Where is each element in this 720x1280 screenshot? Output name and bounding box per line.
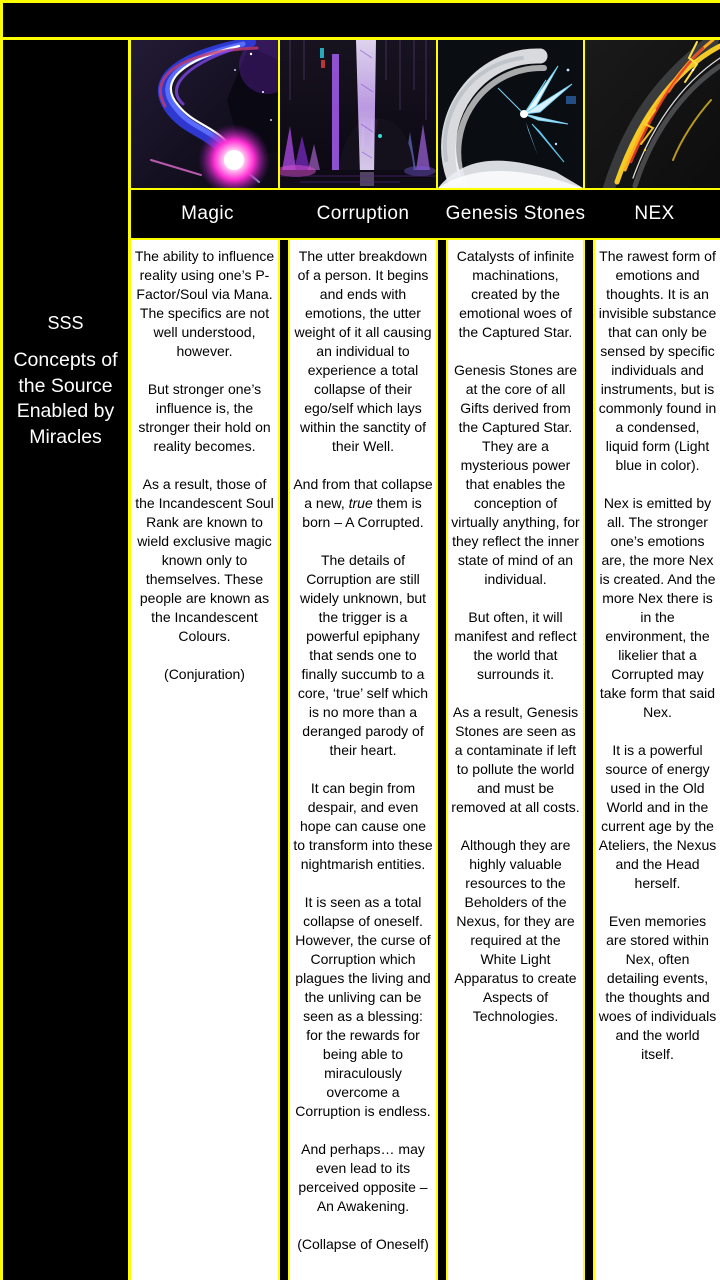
paragraph: And from that collapse a new, true them is born – A Corrupted.	[293, 476, 433, 530]
artwork-separator	[583, 40, 585, 188]
top-bar	[3, 3, 720, 37]
cell-border	[278, 240, 280, 1280]
paragraph: The utter breakdown of a person. It begins and ends with emotions, the utter weight of it all causing an individual to experience a total collapse of their ego/self which lays within the sanctity of their Well.	[294, 248, 432, 454]
sidebar-rank-label: SSS	[47, 313, 84, 333]
paragraph: As a result, those of the Incandescent Soul Rank are known to wield exclusive magic known only to themselves. These people are known as the Incandescent Colours.	[135, 476, 274, 644]
paragraph: Even memories are stored within Nex, often detailing events, the thoughts and woes of individuals and the world itself.	[598, 913, 717, 1062]
artwork-separator	[436, 40, 438, 188]
column-header-corruption: Corruption	[316, 203, 410, 224]
column-header-magic: Magic	[181, 203, 234, 224]
paragraph: It is a powerful source of energy used in the Old World and in the current age by the Ateliers, the Nexus and the Head herself.	[598, 742, 717, 891]
paragraph: As a result, Genesis Stones are seen as a contaminate if left to pollute the world and must be removed at all costs.	[451, 704, 580, 815]
magic-description-cell	[131, 240, 278, 1280]
cell-border	[436, 240, 438, 1280]
cell-border	[593, 240, 595, 1280]
paragraph: But stronger one’s influence is, the stronger their hold on reality becomes.	[138, 381, 271, 454]
paragraph: The rawest form of emotions and thoughts. It is an invisible substance that can only be sensed by specific individuals and instruments, but is commonly found in a condensed, liquid form (Light blue in color).	[598, 248, 717, 473]
genesis-stones-description-cell	[448, 240, 583, 1280]
column-header-nex: NEX	[634, 203, 675, 224]
sidebar-title: Concepts of the Source Enabled by Miracles	[13, 349, 118, 448]
magic-artwork	[131, 40, 278, 188]
paragraph: It can begin from despair, and even hope can cause one to transform into these nightmarish entities.	[293, 780, 433, 872]
corruption-artwork	[280, 40, 436, 188]
cell-border	[446, 240, 448, 1280]
genesis-stones-artwork	[438, 40, 583, 188]
corruption-description-cell	[290, 240, 436, 1280]
paragraph: Nex is emitted by all. The stronger one’s emotions are, the more Nex is created. And the more Nex there is in the environment, the likelier that a Corrupted may take form that said Nex.	[599, 495, 716, 720]
paragraph: Genesis Stones are at the core of all Gifts derived from the Captured Star. They are a mysterious power that enables the conception of virtually anything, for they reflect the inner state of mind of an individual.	[451, 362, 580, 587]
nex-description-cell	[595, 240, 720, 1280]
column-header-genesis-stones: Genesis Stones	[445, 203, 586, 224]
sidebar	[3, 40, 128, 1280]
page-border-top	[0, 0, 720, 3]
paragraph: (Conjuration)	[164, 666, 245, 682]
paragraph: The ability to influence reality using one’s P-Factor/Soul via Mana. The specifics are not well understood, however.	[134, 248, 275, 359]
paragraph: The details of Corruption are still widely unknown, but the trigger is a powerful epiphany that sends one to finally succumb to a core, ‘true’ self which is no more than a deranged parody of their heart.	[297, 552, 429, 758]
paragraph: (Collapse of Oneself)	[297, 1236, 429, 1252]
cell-border	[583, 240, 585, 1280]
paragraph: Although they are highly valuable resources to the Beholders of the Nexus, for they are required at the White Light Apparatus to create Aspects of Technologies.	[454, 837, 577, 1024]
paragraph: And perhaps… may even lead to its perceived opposite – An Awakening.	[298, 1141, 428, 1214]
sidebar-text-block	[3, 312, 128, 450]
cell-border	[288, 240, 290, 1280]
paragraph: It is seen as a total collapse of oneself. However, the curse of Corruption which plagues the living and the unliving can be seen as a blessing: for the rewards for being able to miraculously overcome a Corruption is endless.	[295, 894, 431, 1119]
paragraph: Catalysts of infinite machinations, created by the emotional woes of the Captured Star.	[456, 248, 575, 340]
paragraph: But often, it will manifest and reflect the world that surrounds it.	[454, 609, 577, 682]
artwork-separator	[278, 40, 280, 188]
nex-artwork	[585, 40, 720, 188]
